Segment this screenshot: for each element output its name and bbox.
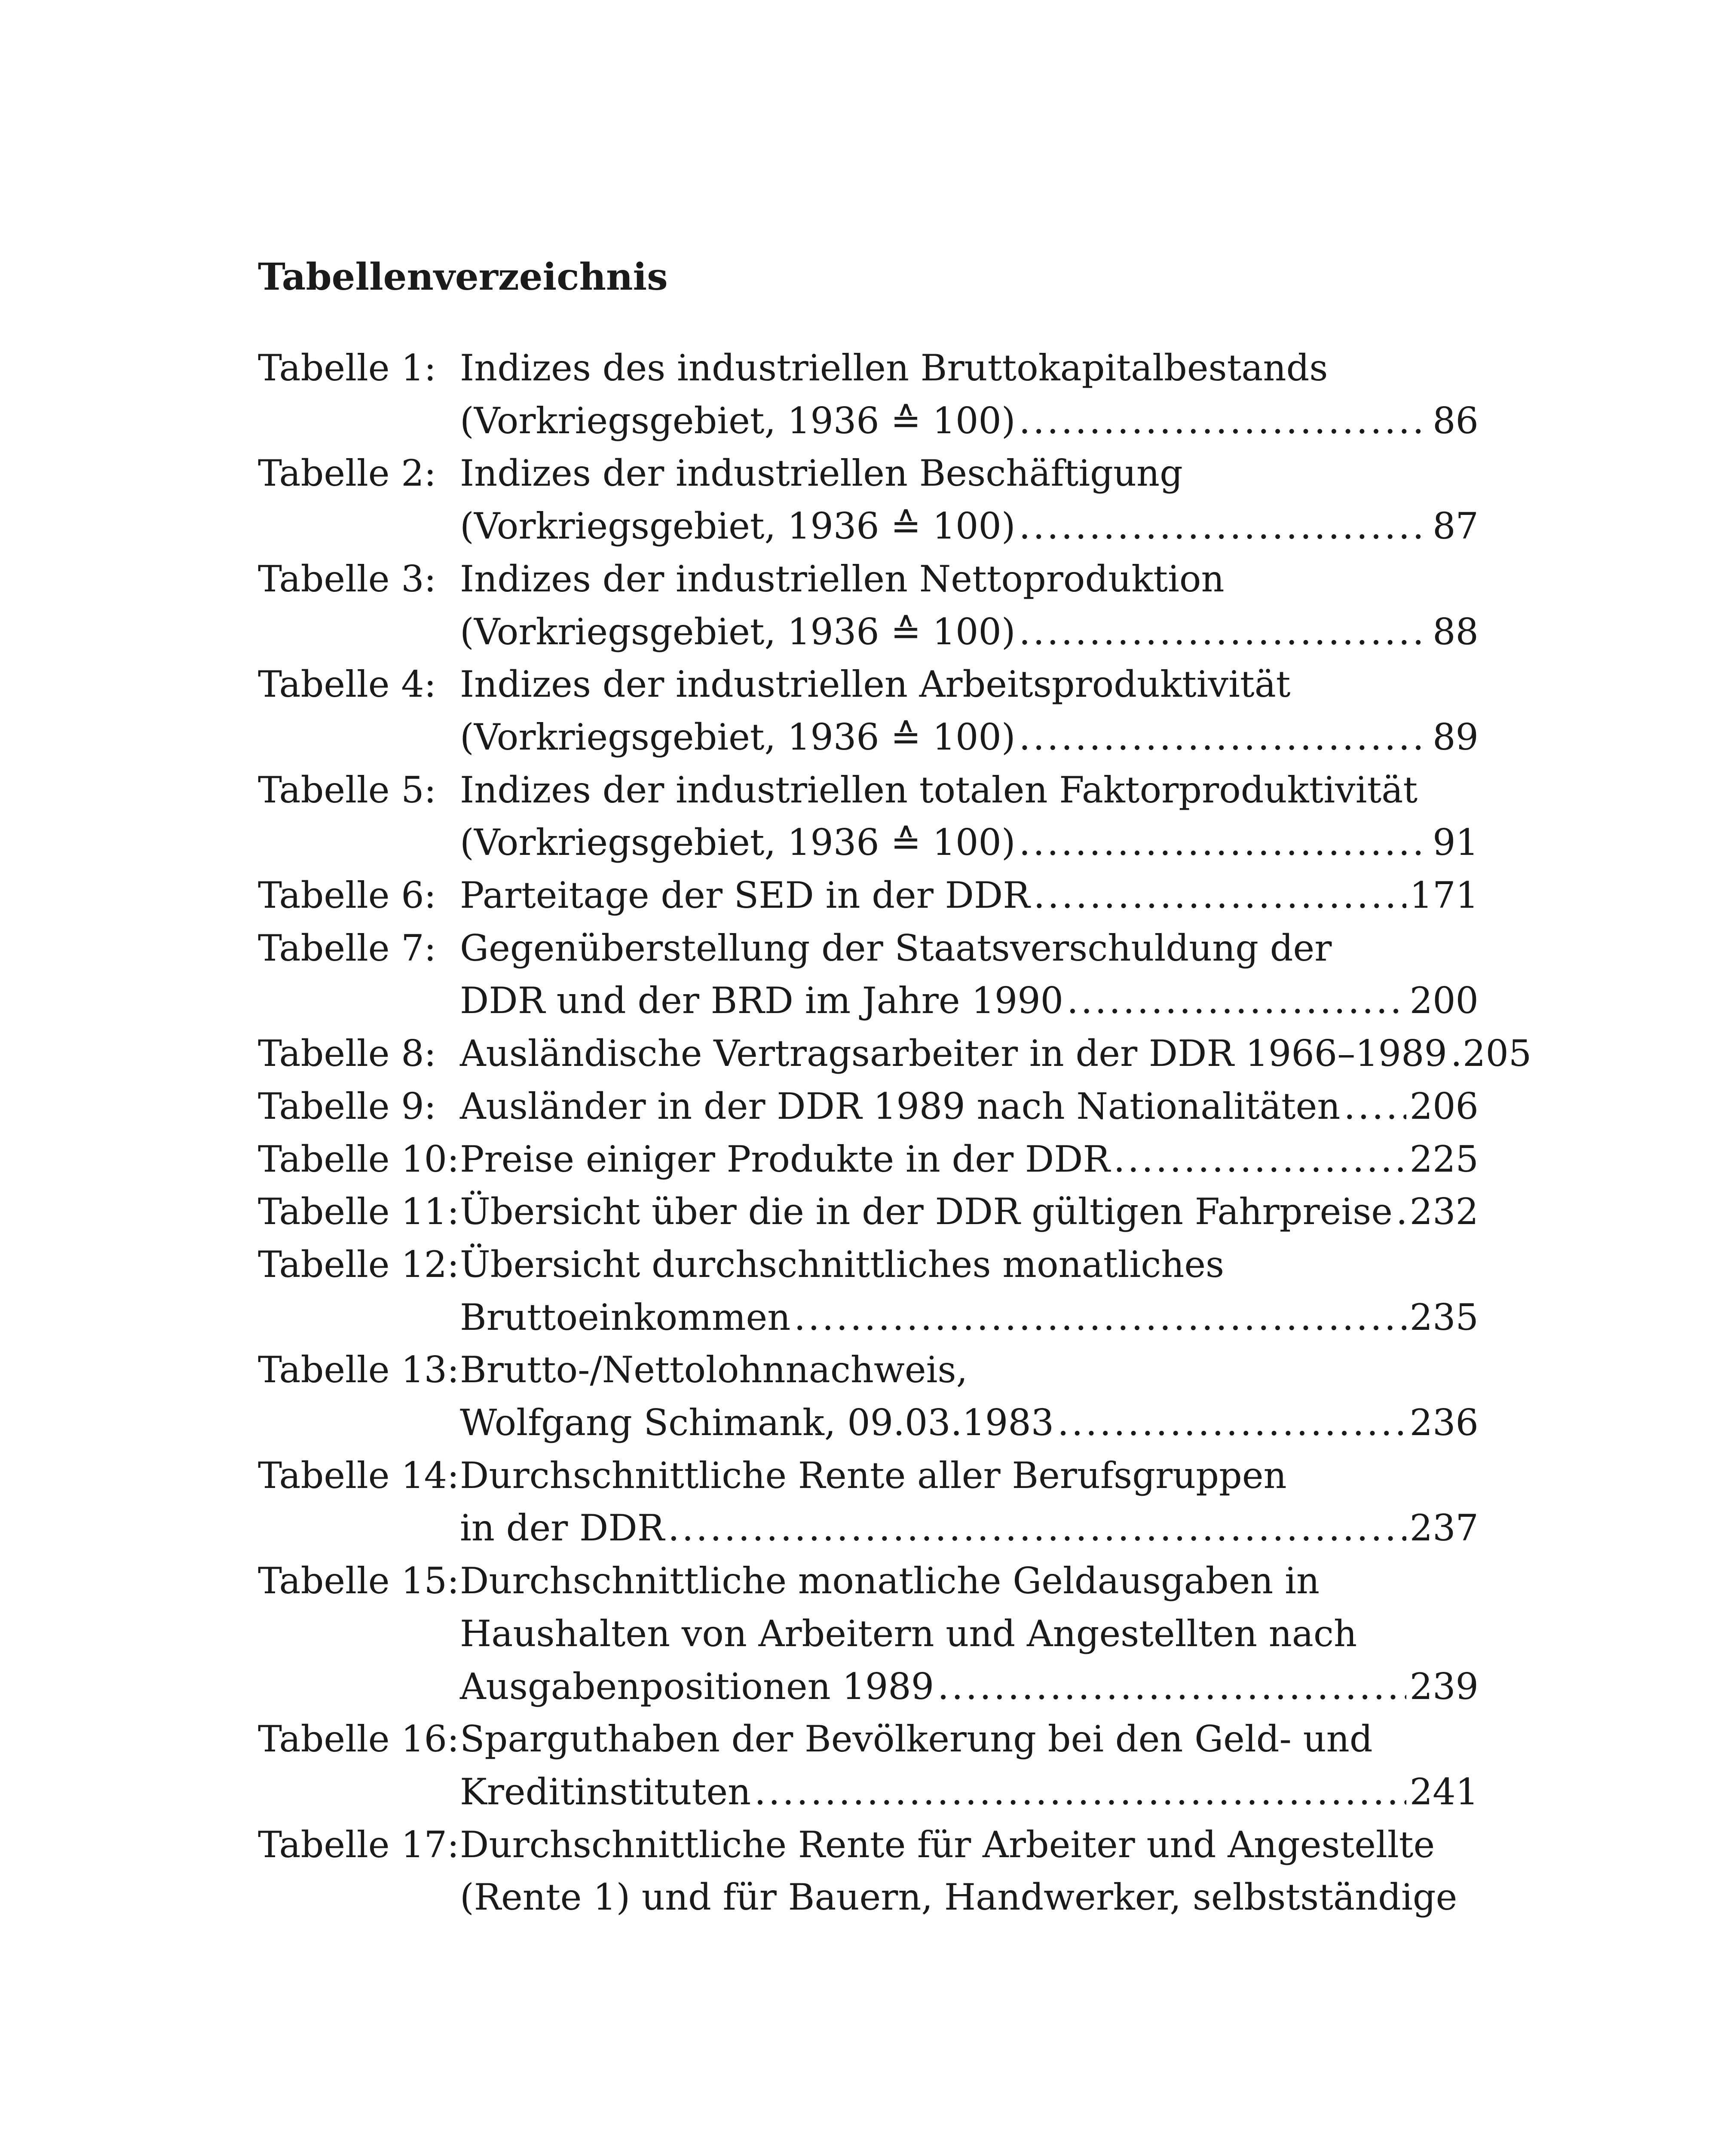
toc-entry — [258, 1344, 1479, 1449]
page-number: 237 — [1409, 1507, 1479, 1549]
toc-entry — [258, 869, 1479, 922]
entry-title-line: Übersicht über die in der DDR gültigen Fahrpreise — [460, 1191, 1393, 1233]
toc-entry — [258, 1713, 1479, 1818]
page-number: 225 — [1409, 1138, 1479, 1180]
entry-title — [460, 1555, 1479, 1713]
entry-title — [460, 1713, 1479, 1818]
entry-title-line: (Vorkriegsgebiet, 1936 ≙ 100) — [460, 399, 1016, 442]
entry-last-line — [460, 869, 1479, 922]
entry-title-line: Ausgabenpositionen 1989 — [460, 1665, 934, 1708]
entry-title-line: Durchschnittliche Rente für Arbeiter und Angestellte — [460, 1823, 1435, 1866]
toc-entry — [258, 447, 1479, 552]
entry-last-line — [460, 1502, 1479, 1555]
page-number: 200 — [1409, 980, 1479, 1022]
entry-label: Tabelle 15: — [258, 1560, 459, 1602]
dot-leader — [1019, 816, 1430, 869]
entry-title-line: Gegenüberstellung der Staatsverschuldung der — [460, 927, 1332, 969]
page-number: 236 — [1409, 1402, 1479, 1444]
entry-title — [460, 922, 1479, 1027]
entry-last-line — [460, 1185, 1479, 1238]
toc-entry — [258, 658, 1479, 763]
entry-title — [460, 1133, 1479, 1186]
entry-title — [460, 1185, 1479, 1238]
entry-title-line: Wolfgang Schimank, 09.03.1983 — [460, 1402, 1054, 1444]
entry-title — [460, 447, 1479, 552]
entry-label: Tabelle 6: — [258, 874, 436, 917]
entry-title-line: (Vorkriegsgebiet, 1936 ≙ 100) — [460, 821, 1016, 864]
entry-title-line: Indizes des industriellen Bruttokapitalbestands — [460, 347, 1328, 389]
entry-title-line: Sparguthaben der Bevölkerung bei den Geld- und — [460, 1718, 1373, 1760]
entry-title-line: in der DDR — [460, 1507, 664, 1549]
dot-leader — [1057, 1396, 1406, 1449]
entry-last-line — [460, 1396, 1479, 1449]
toc-entry — [258, 1185, 1479, 1238]
entry-title — [460, 1449, 1479, 1555]
entry-label: Tabelle 14: — [258, 1454, 459, 1497]
entry-title — [460, 342, 1479, 447]
entry-title-line: Indizes der industriellen Arbeitsproduktivität — [460, 663, 1291, 706]
entry-title-line: Bruttoeinkommen — [460, 1296, 791, 1338]
entry-title — [460, 553, 1479, 658]
entry-title-line: (Rente 1) und für Bauern, Handwerker, selbstständige — [460, 1876, 1457, 1919]
entry-title-line: Brutto-/Nettolohnnachweis, — [460, 1349, 968, 1391]
toc-entry — [258, 922, 1479, 1027]
entry-last-line — [460, 500, 1479, 553]
entry-last-line — [460, 1133, 1479, 1186]
toc-entry — [258, 342, 1479, 447]
page-number: 88 — [1433, 610, 1479, 653]
entry-title-line: Ausländer in der DDR 1989 nach Nationalitäten — [460, 1085, 1341, 1127]
page-number: 235 — [1409, 1296, 1479, 1338]
entry-last-line — [460, 1766, 1479, 1818]
dot-leader — [1396, 1185, 1406, 1238]
toc-entry — [258, 553, 1479, 658]
entry-label: Tabelle 17: — [258, 1823, 459, 1866]
entry-label: Tabelle 5: — [258, 768, 436, 811]
toc-entry — [258, 1027, 1532, 1080]
entry-label: Tabelle 9: — [258, 1085, 436, 1127]
dot-leader — [1019, 606, 1430, 658]
entry-label: Tabelle 2: — [258, 452, 436, 495]
entry-label: Tabelle 11: — [258, 1191, 459, 1233]
entry-title-line: Preise einiger Produkte in der DDR — [460, 1138, 1110, 1180]
entry-title — [460, 1818, 1479, 1924]
page-number: 232 — [1409, 1191, 1479, 1233]
entry-last-line — [460, 1660, 1479, 1713]
entry-title-line: DDR und der BRD im Jahre 1990 — [460, 980, 1064, 1022]
entry-last-line — [460, 395, 1479, 447]
page-number: 205 — [1463, 1032, 1532, 1075]
page-number: 89 — [1433, 716, 1479, 758]
entry-label: Tabelle 10: — [258, 1138, 459, 1180]
entry-title-line: (Vorkriegsgebiet, 1936 ≙ 100) — [460, 610, 1016, 653]
entry-label: Tabelle 16: — [258, 1718, 459, 1760]
dot-leader — [754, 1766, 1406, 1818]
page-number: 206 — [1409, 1085, 1479, 1127]
entry-last-line — [460, 1027, 1532, 1080]
entry-last-line — [460, 974, 1479, 1027]
page-number: 241 — [1409, 1770, 1479, 1813]
toc-page — [258, 254, 1532, 1924]
dot-leader — [1019, 711, 1430, 764]
entry-label: Tabelle 8: — [258, 1032, 436, 1075]
toc-entry — [258, 1555, 1479, 1713]
entry-last-line — [460, 1291, 1479, 1344]
entry-title — [460, 1238, 1479, 1344]
toc-list — [258, 342, 1532, 1924]
entry-last-line — [460, 606, 1479, 658]
entry-title-line: Ausländische Vertragsarbeiter in der DDR 1966–1989 — [460, 1032, 1447, 1075]
dot-leader — [1344, 1080, 1406, 1133]
toc-entry — [258, 1238, 1479, 1344]
page-number: 171 — [1409, 874, 1479, 917]
entry-label: Tabelle 1: — [258, 347, 436, 389]
entry-last-line — [460, 816, 1479, 869]
dot-leader — [1067, 974, 1406, 1027]
entry-title-line: Parteitage der SED in der DDR — [460, 874, 1030, 917]
entry-title-line: (Vorkriegsgebiet, 1936 ≙ 100) — [460, 505, 1016, 548]
page-number: 87 — [1433, 505, 1479, 548]
dot-leader — [1451, 1027, 1459, 1080]
entry-title — [460, 658, 1479, 763]
dot-leader — [668, 1502, 1406, 1555]
entry-title-line: Kreditinstituten — [460, 1770, 751, 1813]
entry-label: Tabelle 3: — [258, 557, 436, 600]
entry-title — [460, 1080, 1479, 1133]
entry-title — [460, 1344, 1479, 1449]
entry-title — [460, 1027, 1532, 1080]
dot-leader — [794, 1291, 1406, 1344]
toc-entry — [258, 1080, 1479, 1133]
toc-entry — [258, 1818, 1479, 1924]
entry-last-line — [460, 711, 1479, 764]
entry-title-line: Indizes der industriellen totalen Faktorproduktivität — [460, 768, 1418, 811]
entry-label: Tabelle 7: — [258, 927, 436, 969]
dot-leader — [1034, 869, 1406, 922]
entry-title-line: Durchschnittliche monatliche Geldausgaben in — [460, 1560, 1320, 1602]
toc-entry — [258, 1133, 1479, 1186]
page-number: 239 — [1409, 1665, 1479, 1708]
entry-label: Tabelle 4: — [258, 663, 436, 706]
page-number: 86 — [1433, 399, 1479, 442]
dot-leader — [1019, 395, 1430, 447]
dot-leader — [937, 1660, 1406, 1713]
entry-title-line: Durchschnittliche Rente aller Berufsgruppen — [460, 1454, 1287, 1497]
dot-leader — [1114, 1133, 1406, 1186]
entry-title-line: Indizes der industriellen Beschäftigung — [460, 452, 1183, 495]
entry-title-line: Haushalten von Arbeitern und Angestellten nach — [460, 1612, 1357, 1655]
entry-label: Tabelle 13: — [258, 1349, 459, 1391]
dot-leader — [1019, 500, 1430, 553]
page-number: 91 — [1433, 821, 1479, 864]
entry-title — [460, 764, 1479, 869]
toc-entry — [258, 764, 1479, 869]
entry-last-line — [460, 1080, 1479, 1133]
entry-title-line: Indizes der industriellen Nettoproduktion — [460, 557, 1225, 600]
toc-entry — [258, 1449, 1479, 1555]
entry-label: Tabelle 12: — [258, 1243, 459, 1286]
entry-title — [460, 869, 1479, 922]
entry-title-line: (Vorkriegsgebiet, 1936 ≙ 100) — [460, 716, 1016, 758]
page-title: Tabellenverzeichnis — [258, 255, 668, 299]
entry-title-line: Übersicht durchschnittliches monatliches — [460, 1243, 1225, 1286]
